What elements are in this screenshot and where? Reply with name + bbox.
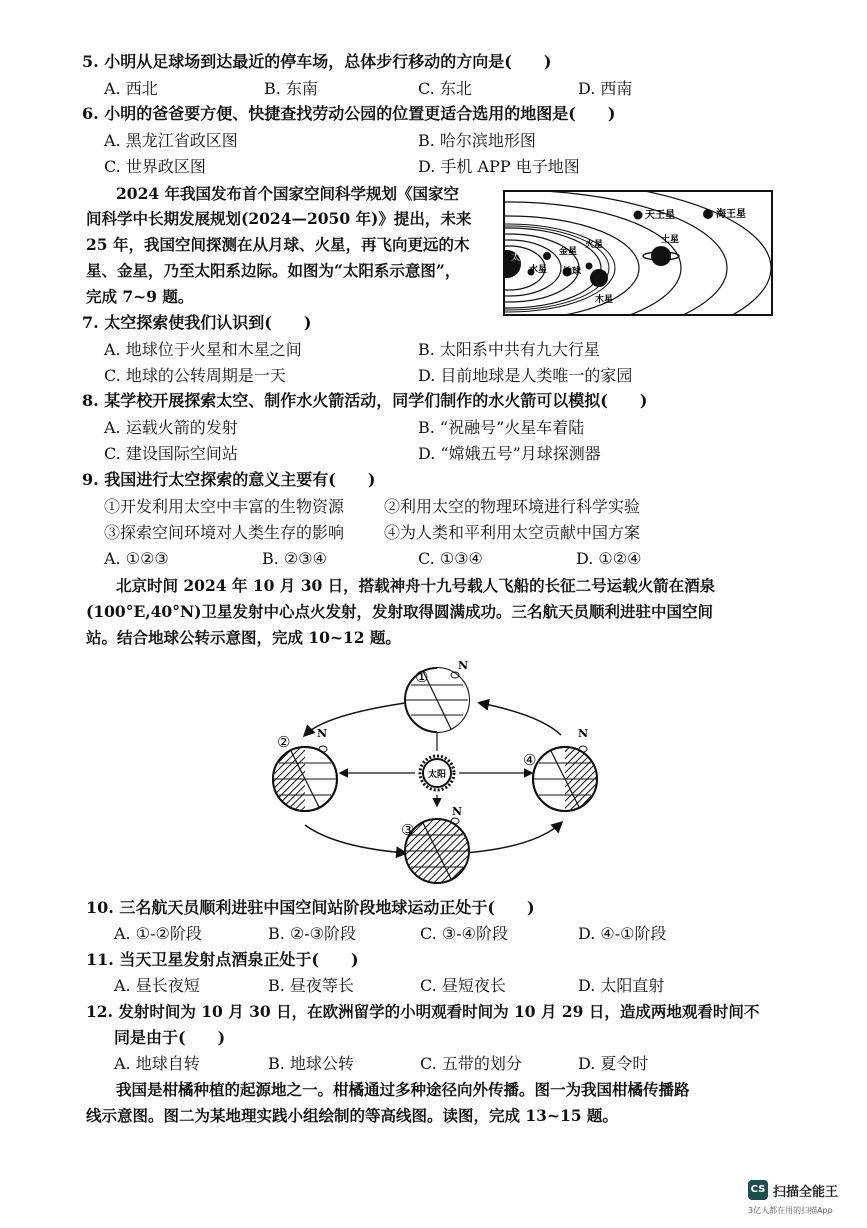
question-6-stem: 6. 小明的爸爸要方便、快捷查找劳动公园的位置更适合选用的地图是( ) (82, 104, 616, 123)
q12-option-a: A. 地球自转 (114, 1054, 200, 1073)
saturn-icon (651, 246, 671, 266)
q9-item-3: ③探索空间环境对人类生存的影响 (104, 523, 345, 542)
q7-option-b: B. 太阳系中共有九大行星 (418, 340, 600, 359)
q9-item-4: ④为人类和平利用太空贡献中国方案 (384, 523, 641, 542)
intro-10-line-3: 站。结合地球公转示意图，完成 10~12 题。 (86, 628, 401, 647)
q8-option-c: C. 建设国际空间站 (104, 444, 238, 463)
q9-option-a: A. ①②③ (104, 549, 169, 568)
intro-7-line-2: 间科学中长期发展规划(2024—2050 年)》提出，未来 (86, 209, 472, 228)
q5-option-c: C. 东北 (418, 79, 472, 98)
q6-option-d: D. 手机 APP 电子地图 (418, 157, 580, 176)
intro-7-line-1: 2024 年我国发布首个国家空间科学规划《国家空 (116, 184, 460, 203)
scanner-watermark (748, 1180, 860, 1224)
q10-option-a: A. ①-②阶段 (114, 924, 202, 943)
earth-position-4 (533, 746, 597, 811)
question-5-stem: 5. 小明从足球场到达最近的停车场，总体步行移动的方向是( ) (82, 52, 552, 71)
q5-option-b: B. 东南 (264, 79, 318, 98)
position-label-3: ③ (401, 821, 415, 839)
q7-option-a: A. 地球位于火星和木星之间 (104, 340, 302, 359)
label-earth: 地球 (563, 267, 582, 277)
q6-option-c: C. 世界政区图 (104, 157, 206, 176)
orbit-sun-label: 太阳 (427, 770, 447, 780)
q12-option-b: B. 地球公转 (268, 1054, 354, 1073)
q9-item-1: ①开发利用太空中丰富的生物资源 (104, 497, 345, 516)
earth-position-3 (405, 818, 469, 883)
q11-option-a: A. 昼长夜短 (114, 976, 200, 995)
position-label-2: ② (277, 733, 291, 751)
q6-option-a: A. 黑龙江省政区图 (104, 131, 238, 150)
position-label-1: ① (415, 668, 429, 686)
q11-option-b: B. 昼夜等长 (268, 976, 354, 995)
q6-option-b: B. 哈尔滨地形图 (418, 131, 536, 150)
question-8-stem: 8. 某学校开展探索太空、制作水火箭活动，同学们制作的水火箭可以模拟( ) (82, 391, 648, 410)
uranus-icon (634, 211, 643, 220)
solar-sun-label: 太阳 (511, 253, 530, 263)
q9-option-d: D. ①②④ (576, 549, 642, 568)
north-label-4: N (578, 727, 589, 740)
label-venus: 金星 (559, 247, 578, 257)
label-uranus: 天王星 (645, 210, 675, 221)
q5-option-a: A. 西北 (104, 79, 158, 98)
question-11-stem: 11. 当天卫星发射点酒泉正处于( ) (86, 950, 359, 969)
north-label-2: N (317, 727, 328, 740)
q8-option-a: A. 运载火箭的发射 (104, 418, 238, 437)
q10-option-d: D. ④-①阶段 (578, 924, 667, 943)
q12-option-c: C. 五带的划分 (420, 1054, 522, 1073)
scanner-slogan: 3亿人都在用的扫描App (748, 1206, 833, 1215)
north-label-1: N (458, 659, 469, 672)
earth-orbit-diagram (265, 655, 605, 890)
question-10-stem: 10. 三名航天员顺利进驻中国空间站阶段地球运动正处于( ) (86, 898, 535, 917)
q11-option-c: C. 昼短夜长 (420, 976, 506, 995)
q12-option-d: D. 夏令时 (578, 1054, 649, 1073)
intro-7-line-5: 完成 7~9 题。 (86, 287, 194, 306)
intro-10-line-2: (100°E,40°N)卫星发射中心点火发射，发射取得圆满成功。三名航天员顺利进驻中国空间 (86, 602, 713, 621)
label-neptune: 海王星 (716, 209, 746, 220)
q11-option-d: D. 太阳直射 (578, 976, 665, 995)
position-label-4: ④ (523, 751, 537, 769)
q10-option-b: B. ②-③阶段 (268, 924, 357, 943)
label-jupiter: 木星 (595, 295, 614, 305)
intro-10-line-1: 北京时间 2024 年 10 月 30 日，搭载神舟十九号载人飞船的长征二号运载火箭在酒泉 (116, 576, 716, 595)
scanner-logo-icon: CS (748, 1180, 768, 1200)
q5-option-d: D. 西南 (578, 79, 633, 98)
intro-13-line-2: 线示意图。图二为某地理实践小组绘制的等高线图。读图，完成 13~15 题。 (86, 1106, 618, 1125)
north-label-3: N (452, 805, 463, 818)
q10-option-c: C. ③-④阶段 (420, 924, 508, 943)
neptune-icon (703, 209, 713, 219)
question-7-stem: 7. 太空探索使我们认识到( ) (82, 313, 312, 332)
intro-7-line-3: 25 年，我国空间探测在从月球、火星，再飞向更远的木 (86, 235, 470, 254)
question-12-stem-line-1: 12. 发射时间为 10 月 30 日，在欧洲留学的小明观看时间为 10 月 29 日，造成两地观看时间不 (86, 1002, 760, 1021)
intro-7-line-4: 星、金星，乃至太阳系边际。如图为“太阳系示意图”， (86, 261, 461, 280)
label-mercury: 水星 (529, 265, 548, 275)
q8-option-b: B. “祝融号”火星车着陆 (418, 418, 585, 437)
earth-position-2 (273, 746, 337, 811)
scanner-app-name: 扫描全能王 (773, 1185, 839, 1200)
q7-option-d: D. 目前地球是人类唯一的家园 (418, 366, 633, 385)
question-12-stem-line-2: 同是由于( ) (114, 1028, 226, 1047)
label-mars: 火星 (585, 240, 604, 250)
q9-item-2: ②利用太空的物理环境进行科学实验 (384, 497, 641, 516)
q8-option-d: D. “嫦娥五号”月球探测器 (418, 444, 601, 463)
question-9-stem: 9. 我国进行太空探索的意义主要有( ) (82, 470, 376, 489)
label-saturn: 土星 (661, 235, 680, 245)
q9-option-b: B. ②③④ (262, 549, 327, 568)
jupiter-icon (590, 269, 608, 287)
q9-option-c: C. ①③④ (418, 549, 483, 568)
solar-system-diagram (503, 190, 773, 316)
q7-option-c: C. 地球的公转周期是一天 (104, 366, 286, 385)
intro-13-line-1: 我国是柑橘种植的起源地之一。柑橘通过多种途径向外传播。图一为我国柑橘传播路 (116, 1080, 690, 1099)
